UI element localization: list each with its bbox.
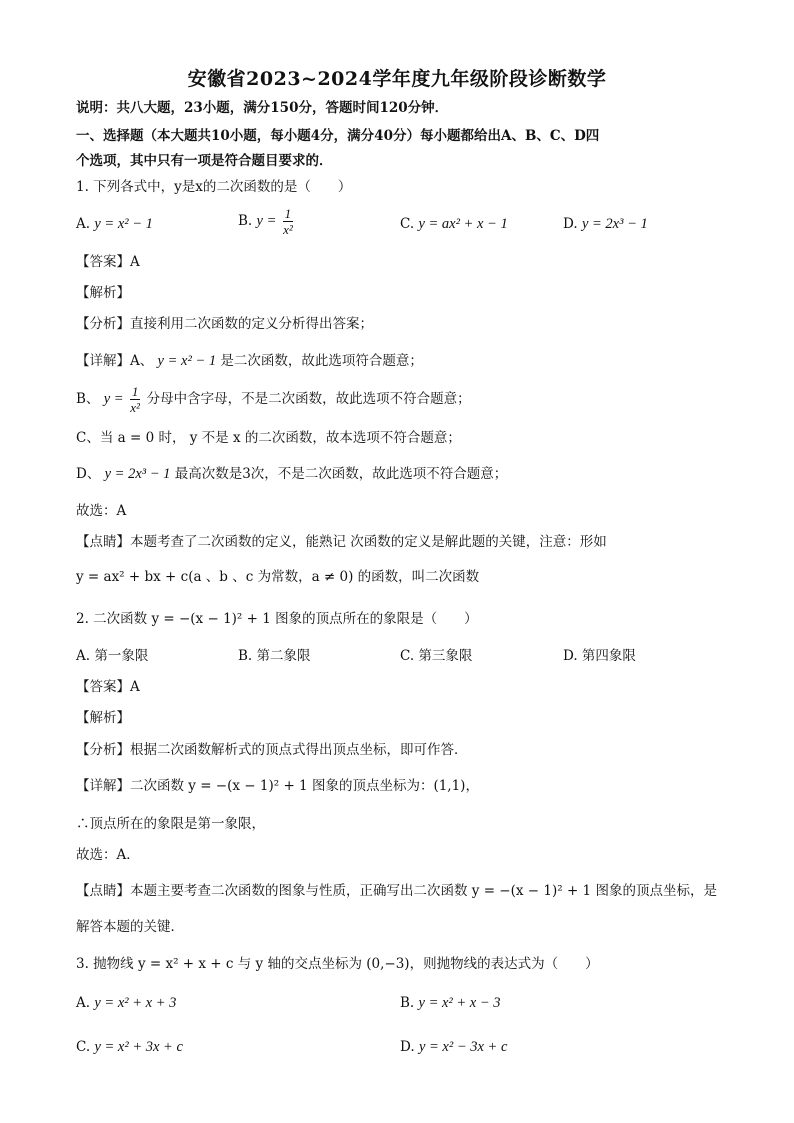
- q1-option-b-numerator: 1: [284, 206, 292, 221]
- q1-detail-d-text: 最高次数是3次，不是二次函数，故此选项不符合题意；: [174, 466, 508, 482]
- q1-detail-a: [76, 352, 423, 370]
- q1-detail-d: [76, 465, 507, 483]
- q3-option-c-expr: y = x² + 3x + c: [94, 1039, 183, 1055]
- q2-fenxi: 【分析】根据二次函数解析式的顶点式得出顶点坐标，即可作答．: [76, 742, 468, 758]
- q3-option-d-expr: y = x² − 3x + c: [418, 1039, 508, 1055]
- q1-detail-b-prefix: B、: [76, 391, 100, 407]
- q3-option-b-label: B.: [400, 995, 415, 1011]
- page-title: 安徽省2023~2024学年度九年级阶段诊断数学: [187, 68, 607, 90]
- q1-option-c: [400, 215, 508, 233]
- q1-option-b-label: B.: [238, 213, 253, 229]
- q1-option-c-expr: y = ax² + x − 1: [418, 216, 508, 232]
- q2-therefore: ∴顶点所在的象限是第一象限，: [76, 816, 265, 832]
- q1-detail-c: C、当 a = 0 时， y 不是 x 的二次函数，故本选项不符合题意；: [76, 430, 461, 446]
- section-heading-line1: 一、选择题（本大题共10小题，每小题4分，满分40分）每小题都给出A、B、C、D四: [76, 128, 600, 144]
- q2-answer: 【答案】A: [76, 679, 140, 695]
- q1-option-b-prefix: y =: [256, 213, 277, 229]
- q2-option-b: B. 第二象限: [238, 648, 311, 664]
- q2-detail: 【详解】二次函数 y = −(x − 1)² + 1 图象的顶点坐标为：(1,1)，: [76, 778, 479, 794]
- q1-detail-d-expr: y = 2x³ − 1: [104, 466, 171, 482]
- q2-dianjing-line2: 解答本题的关键．: [76, 919, 184, 935]
- q2-stem: 2. 二次函数 y = −(x − 1)² + 1 图象的顶点所在的象限是（ ）: [76, 611, 478, 627]
- q1-dianjing-line1: 【点睛】本题考查了二次函数的定义，能熟记 次函数的定义是解此题的关键，注意：形如: [76, 534, 607, 550]
- q1-option-b: [238, 206, 295, 237]
- q1-stem: 1. 下列各式中，y是x的二次函数的是（ ）: [76, 179, 352, 195]
- q1-option-b-fraction: [283, 206, 294, 237]
- q1-fenxi: 【分析】直接利用二次函数的定义分析得出答案；: [76, 316, 373, 332]
- q2-option-a: A. 第一象限: [76, 648, 149, 664]
- q1-detail-d-prefix: D、: [76, 466, 101, 482]
- q3-option-b: [400, 994, 501, 1012]
- q1-detail-a-tag: 【详解】A、: [76, 353, 154, 369]
- q1-detail-b: [76, 384, 471, 415]
- q2-option-d: D. 第四象限: [563, 648, 636, 664]
- q1-option-d-label: D.: [563, 216, 578, 232]
- q1-option-a-expr: y = x² − 1: [94, 216, 153, 232]
- q1-dianjing-line2: y = ax² + bx + c(a 、b 、c 为常数，a ≠ 0) 的函数，叫二次函数: [76, 569, 480, 585]
- q3-option-b-expr: y = x² + x − 3: [418, 995, 501, 1011]
- q1-option-d: [563, 215, 648, 233]
- q3-option-a: [76, 994, 176, 1012]
- q2-choice: 故选：A．: [76, 847, 140, 863]
- q3-option-a-expr: y = x² + x + 3: [94, 995, 177, 1011]
- q2-analysis-tag: 【解析】: [76, 710, 130, 726]
- q3-option-c-label: C.: [76, 1039, 91, 1055]
- q1-option-a: [76, 215, 153, 233]
- q3-option-a-label: A.: [76, 995, 91, 1011]
- q1-option-a-label: A.: [76, 216, 91, 232]
- q1-option-c-label: C.: [400, 216, 415, 232]
- q1-option-b-denominator: x²: [283, 222, 293, 237]
- q1-detail-b-expr-prefix: y =: [103, 391, 124, 407]
- q3-option-d-label: D.: [400, 1039, 415, 1055]
- q1-detail-b-fraction: [130, 384, 141, 415]
- q1-detail-b-numerator: 1: [131, 384, 139, 399]
- exam-note: 说明：共八大题，23小题，满分150分，答题时间120分钟．: [76, 100, 449, 116]
- q1-choice: 故选：A: [76, 503, 127, 519]
- q1-detail-a-text: 是二次函数，故此选项符合题意；: [220, 353, 423, 369]
- q3-stem: 3. 抛物线 y = x² + x + c 与 y 轴的交点坐标为 (0,−3)，则抛物线的表达式为（ ）: [76, 956, 599, 972]
- q1-detail-b-denominator: x²: [130, 400, 140, 415]
- q1-answer: 【答案】A: [76, 254, 140, 270]
- q3-option-c: [76, 1038, 183, 1056]
- section-heading-line2: 个选项，其中只有一项是符合题目要求的．: [76, 153, 333, 169]
- q1-analysis-tag: 【解析】: [76, 285, 130, 301]
- q1-detail-b-text: 分母中含字母，不是二次函数，故此选项不符合题意；: [146, 391, 471, 407]
- q1-detail-a-expr: y = x² − 1: [157, 353, 217, 369]
- q2-option-c: C. 第三象限: [400, 648, 473, 664]
- q2-dianjing-line1: 【点睛】本题主要考查二次函数的图象与性质，正确写出二次函数 y = −(x − 1)² + 1 图象的顶点坐标，是: [76, 883, 717, 899]
- q3-option-d: [400, 1038, 507, 1056]
- q1-option-d-expr: y = 2x³ − 1: [581, 216, 648, 232]
